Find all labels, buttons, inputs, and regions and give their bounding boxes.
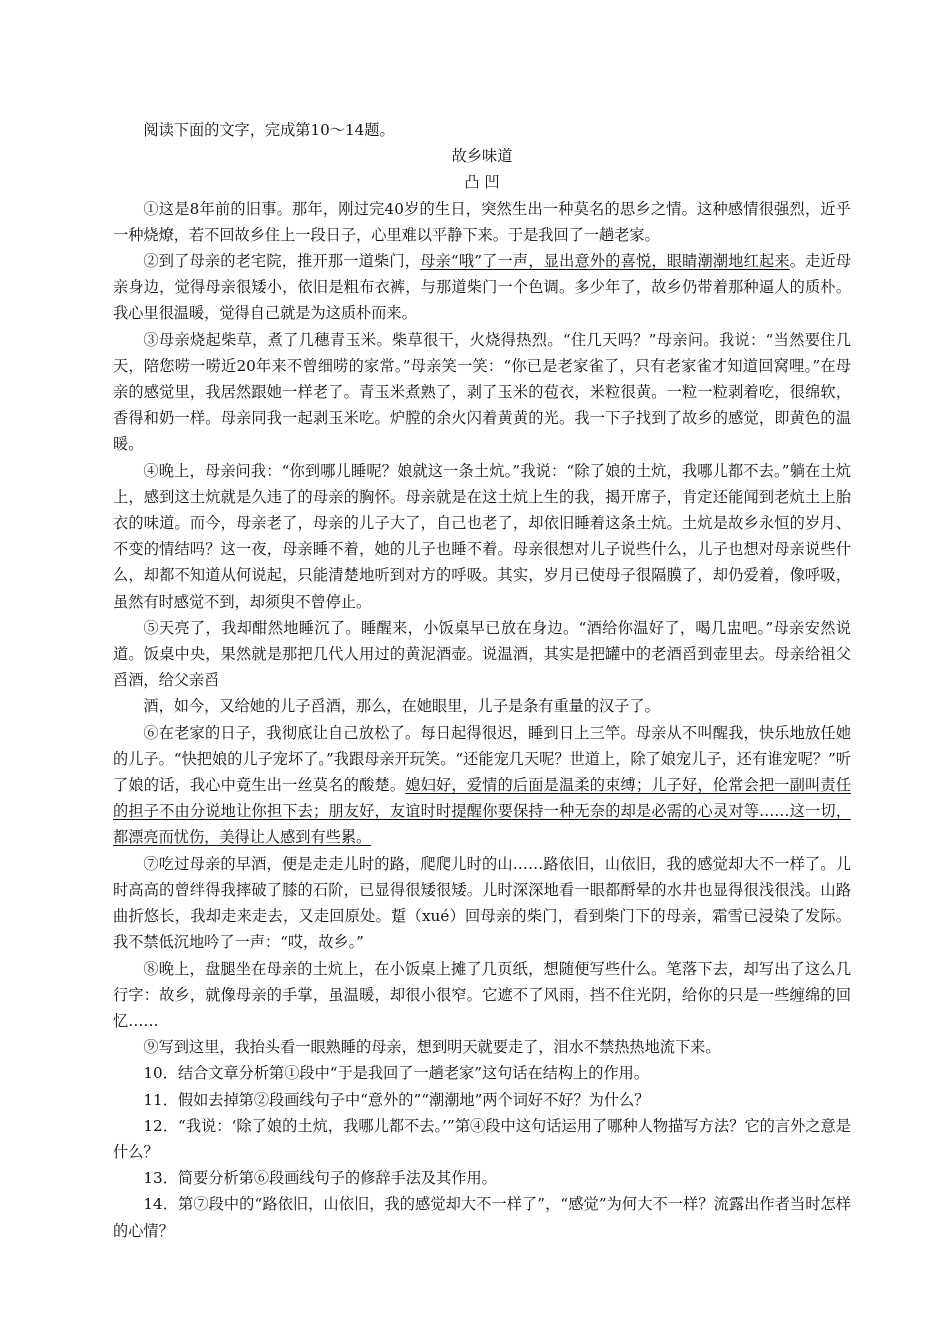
paragraph-2-underlined-sentence: 母亲“哦”了一声，显出意外的喜悦，眼睛潮潮地红起来 (420, 252, 790, 271)
paragraph-4: ④晚上，母亲问我：“你到哪儿睡呢？娘就这一条土炕。”我说：“除了娘的土炕，我哪儿都不去。”躺在土炕上，感到这土炕就是久违了的母亲的胸怀。母亲就是在这土炕上生的我，揭开席子，肯定还能闻到老炕土上胎衣的味道。而今，母亲老了，母亲的儿子大了，自己也老了，却依旧睡着这条土炕。土炕是故乡永恒的岁月、不变的情结吗？这一夜，母亲睡不着，她的儿子也睡不着。母亲很想对儿子说些什么，儿子也想对母亲说些什么，却都不知道从何说起，只能清楚地听到对方的呼吸。其实，岁月已使母子很隔膜了，却仍爱着，像呼吸，虽然有时感觉不到，却须臾不曾停止。 (113, 461, 851, 611)
question-13: 13．简要分析第⑥段画线句子的修辞手法及其作用。 (143, 1169, 497, 1188)
paragraph-5: ⑤天亮了，我却酣然地睡沉了。睡醒来，小饭桌早已放在身边。“酒给你温好了，喝几盅吧。”母亲安然说道。饭桌中央，果然就是那把几代人用过的黄泥酒壶。说温酒，其实是把罐中的老酒舀到壶里去。母亲给祖父舀酒，给父亲舀 (113, 618, 851, 690)
article-author: 凸 凹 (464, 173, 500, 192)
paragraph-2-text-a: ②到了母亲的老宅院，推开那一道柴门， (143, 252, 421, 271)
paragraph-2 (113, 248, 851, 327)
question-12: 12．“我说：‘除了娘的土炕，我哪儿都不去。’”第④段中这句话运用了哪种人物描写方法？它的言外之意是什么？ (113, 1116, 851, 1161)
paragraph-6-text: ⑥在老家的日子，我彻底让自己放松了。每日起得很迟，睡到日上三竿。母亲从不叫醒我，快乐地放任她的儿子。“快把娘的儿子宠坏了。”我跟母亲开玩笑。“还能宠几天呢？世道上，除了娘宠儿子，还有谁宠呢？”听了娘的话，我心中竟生出一丝莫名的酸楚。 (113, 723, 851, 795)
paragraph-8: ⑧晚上，盘腿坐在母亲的土炕上，在小饭桌上摊了几页纸，想随便写些什么。笔落下去，却写出了这么几行字：故乡，就像母亲的手掌，虽温暖，却很小很窄。它遮不了风雨，挡不住光阴，给你的只是一些缠绵的回忆…… (113, 959, 851, 1030)
question-10: 10．结合文章分析第①段中“于是我回了一趟老家”这句话在结构上的作用。 (143, 1064, 650, 1083)
instruction: 阅读下面的文字，完成第10～14题。 (143, 121, 395, 139)
paragraph-7: ⑦吃过母亲的早酒，便是走走儿时的路，爬爬儿时的山……路依旧，山依旧，我的感觉却大不一样了。儿时高高的曾绊得我摔破了膝的石阶，已显得很矮很矮。儿时深深地看一眼都酹晕的水井也显得很浅很浅。山路曲折悠长，我却走来走去，又走回原处。踅（xué）回母亲的柴门，看到柴门下的母亲，霜雪已浸染了发际。我不禁低沉地吟了一声：“哎，故乡。” (113, 854, 851, 952)
paragraph-9: ⑨写到这里，我抬头看一眼熟睡的母亲，想到明天就要走了，泪水不禁热热地流下来。 (143, 1038, 721, 1057)
paragraph-1: ①这是8年前的旧事。那年，刚过完40岁的生日，突然生出一种莫名的思乡之情。这种感情很强烈，近乎一种烧燎，若不回故乡住上一段日子，心里难以平静下来。于是我回了一趟老家。 (113, 199, 851, 244)
paragraph-3: ③母亲烧起柴草，煮了几穗青玉米。柴草很干，火烧得热烈。“住几天吗？”母亲问。我说：“当然要住几天，陪您唠一唠近20年来不曾细唠的家常。”母亲笑一笑：“你已是老家雀了，只有老家雀才知道回窝哩。”在母亲的感觉里，我居然跟她一样老了。青玉米煮熟了，剥了玉米的苞衣，米粒很黄。一粒一粒剥着吃，很绵软，香得和奶一样。母亲同我一起剥玉米吃。炉膛的余火闪着黄黄的光。我一下子找到了故乡的感觉，即黄色的温暖。 (113, 330, 851, 454)
question-11: 11．假如去掉第②段画线句子中“意外的”“潮潮地”两个词好不好？为什么？ (143, 1090, 650, 1109)
paragraph-5-continued: 酒，如今，又给她的儿子舀酒，那么，在她眼里，儿子是条有重量的汉子了。 (143, 697, 660, 716)
document-page (113, 117, 851, 1244)
article-title: 故乡味道 (451, 147, 513, 166)
paragraph-6 (113, 720, 851, 851)
question-14: 14．第⑦段中的“路依旧，山依旧，我的感觉却大不一样了”，“感觉”为何大不一样？流露出作者当时怎样的心情？ (113, 1195, 851, 1240)
paragraph-2-text-b: 。走近母亲身边，觉得母亲很矮小，依旧是粗布衣裤，与那道柴门一个色调。多少年了，故乡仍带着那种逼人的质朴。我心里很温暖，觉得自己就是为这质朴而来。 (113, 252, 852, 323)
paragraph-6-underlined-sentence: 媳妇好，爱情的后面是温柔的束缚；儿子好，伦常会把一副叫责任的担子不由分说地让你担下去；朋友好，友谊时时提醒你要保持一种无奈的却是必需的心灵对等……这一切，都漂亮而忧伤，美得让人感到有些累。 (113, 776, 852, 847)
